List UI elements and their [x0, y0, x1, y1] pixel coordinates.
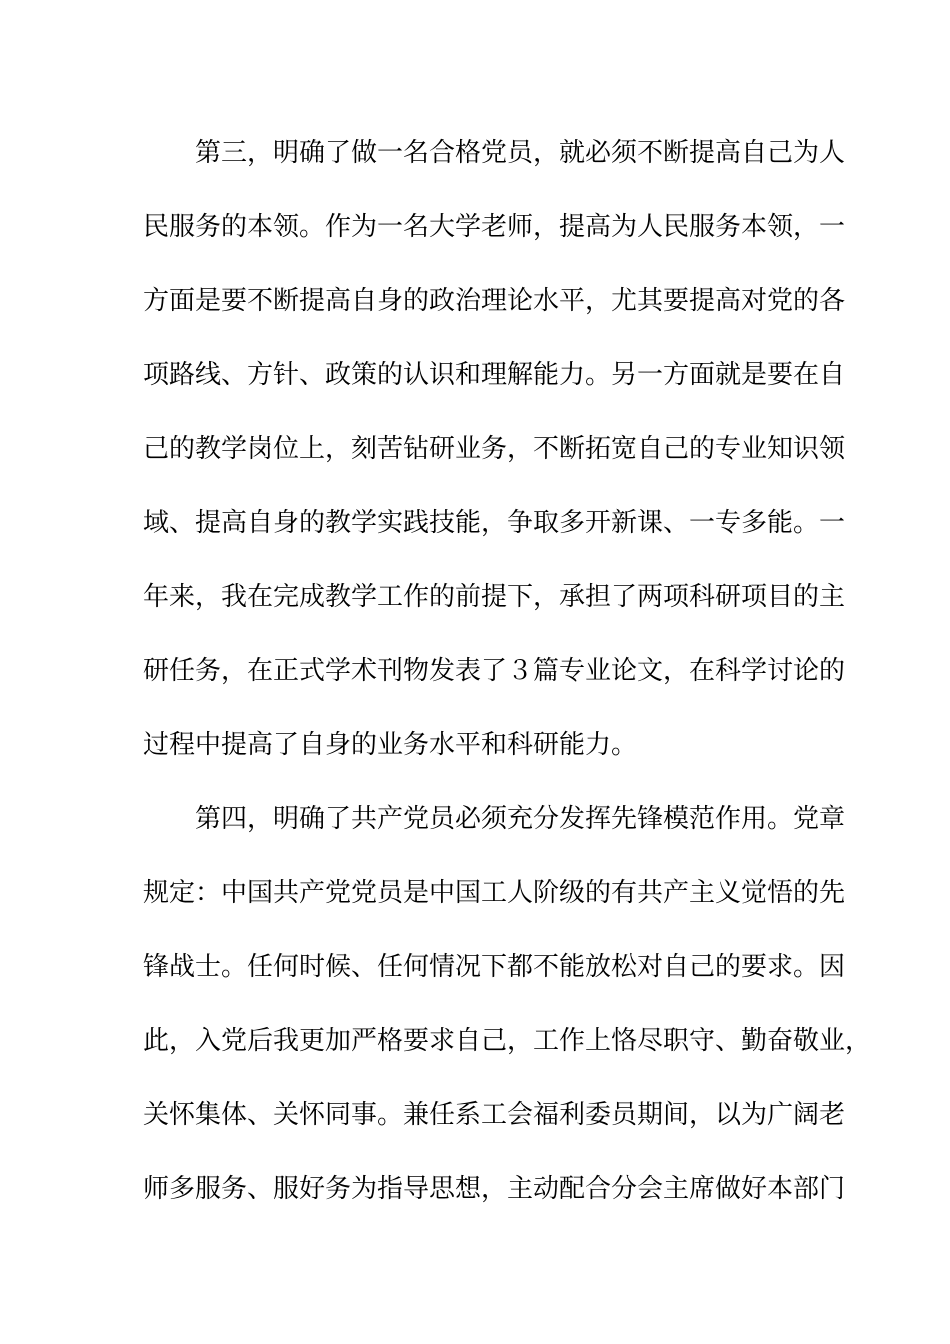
text-line: 关怀集体、关怀同事。兼任系工会福利委员期间，以为广阔老 [143, 1100, 846, 1130]
text-line: 研任务，在正式学术刊物发表了３篇专业论文，在科学讨论的 [143, 656, 846, 686]
text-line: 第三，明确了做一名合格党员，就必须不断提高自己为人 [195, 138, 846, 168]
text-line: 锋战士。任何时候、任何情况下都不能放松对自己的要求。因 [143, 952, 846, 982]
text-line: 过程中提高了自身的业务水平和科研能力。 [143, 730, 638, 760]
text-line: 第四，明确了共产党员必须充分发挥先锋模范作用。党章 [195, 804, 846, 834]
document-body [143, 127, 872, 1237]
text-line: 师多服务、服好务为指导思想，主动配合分会主席做好本部门 [143, 1174, 846, 1204]
text-line: 规定：中国共产党党员是中国工人阶级的有共产主义觉悟的先 [143, 878, 846, 908]
text-line: 己的教学岗位上，刻苦钻研业务，不断拓宽自己的专业知识领 [143, 434, 846, 464]
text-line: 此，入党后我更加严格要求自己，工作上恪尽职守、勤奋敬业， [143, 1026, 872, 1056]
text-line: 方面是要不断提高自身的政治理论水平，尤其要提高对党的各 [143, 286, 846, 316]
text-line: 域、提高自身的教学实践技能，争取多开新课、一专多能。一 [143, 508, 846, 538]
paragraph-fourth-point [143, 793, 872, 1237]
text-line: 项路线、方针、政策的认识和理解能力。另一方面就是要在自 [143, 360, 846, 390]
text-line: 年来，我在完成教学工作的前提下，承担了两项科研项目的主 [143, 582, 846, 612]
paragraph-third-point [143, 127, 846, 793]
text-line: 民服务的本领。作为一名大学老师，提高为人民服务本领，一 [143, 212, 846, 242]
